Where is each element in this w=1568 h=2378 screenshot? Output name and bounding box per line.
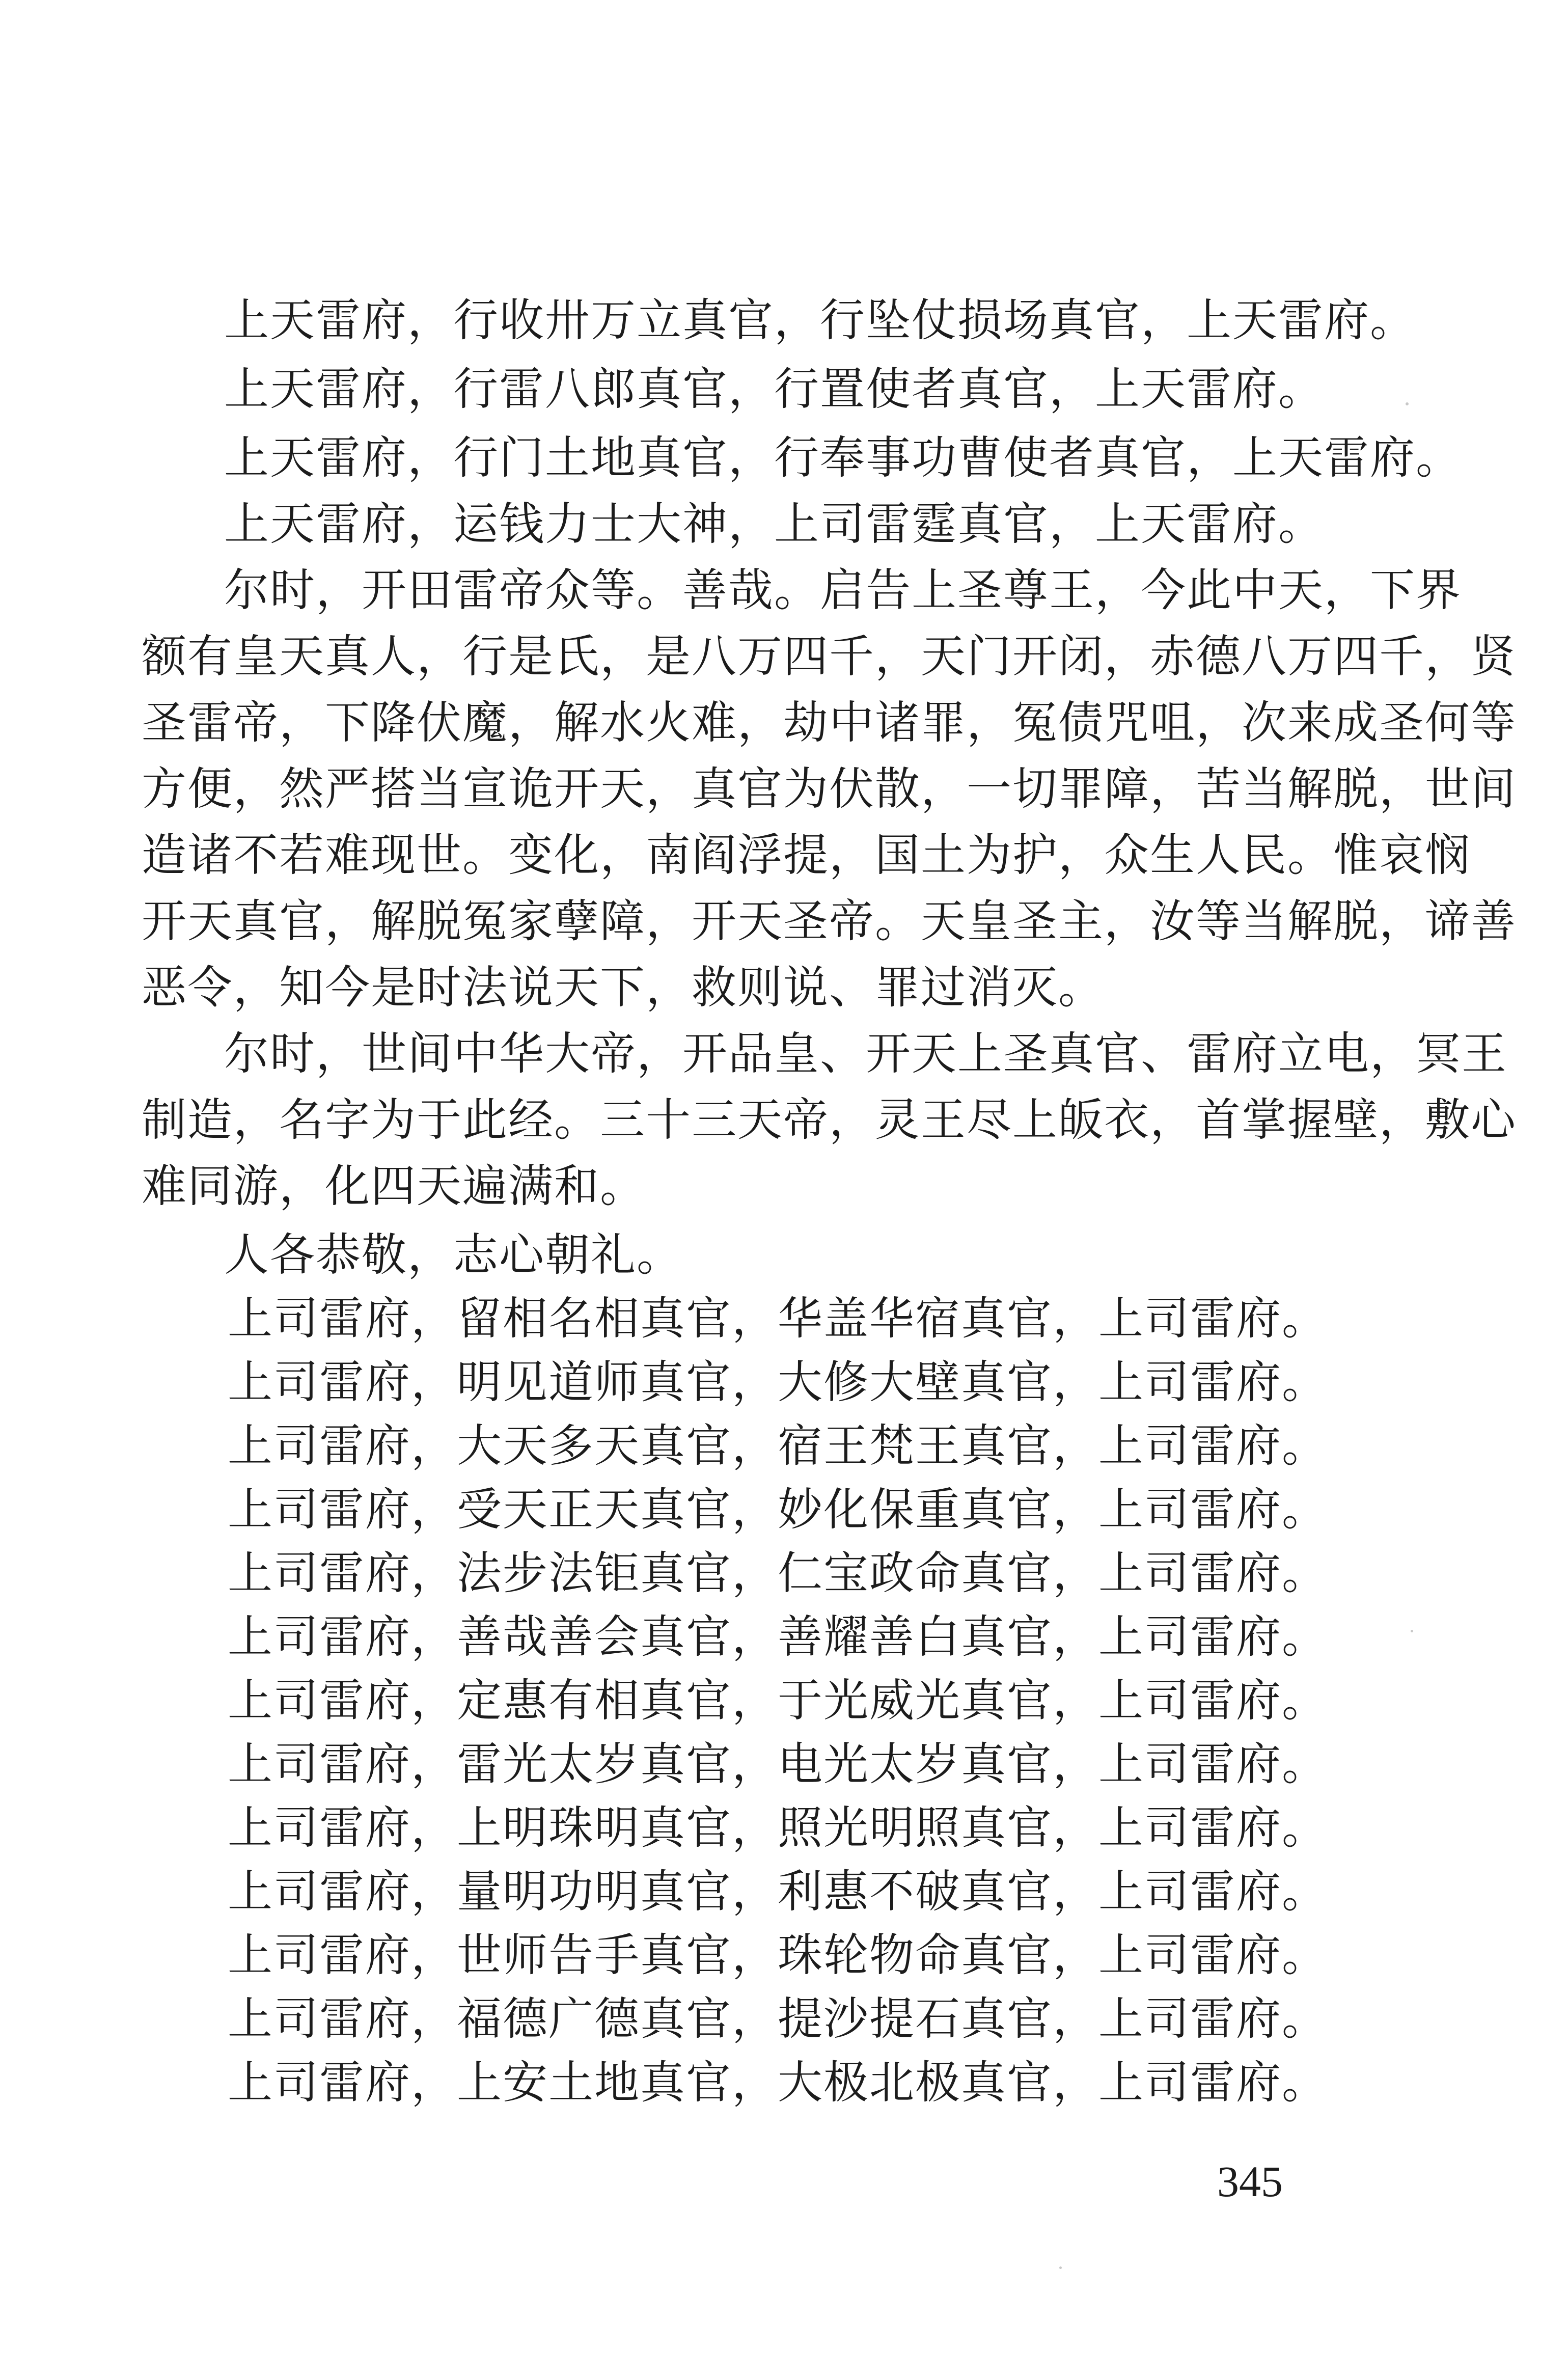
- text-line-19: 上司雷府，受天正天真官，妙化保重真官，上司雷府。: [228, 1483, 1328, 1536]
- text-line-7: 圣雷帝，下降伏魔，解水火难，劫中诸罪，冤债咒咀，次来成圣何等: [142, 696, 1517, 749]
- scan-speck: [1406, 402, 1409, 405]
- text-line-25: 上司雷府，量明功明真官，利惠不破真官，上司雷府。: [228, 1865, 1328, 1918]
- text-line-1: 上天雷府，行收卅万立真官，行坠仗损场真官，上天雷府。: [224, 294, 1416, 346]
- text-line-6: 额有皇天真人，行是氏，是八万四千，天门开闭，赤德八万四千，贤: [142, 630, 1517, 682]
- text-line-13: 制造，名字为于此经。三十三天帝，灵王尽上皈衣，首掌握壁，敷心: [142, 1094, 1517, 1146]
- text-line-21: 上司雷府，善哉善会真官，善耀善白真官，上司雷府。: [228, 1610, 1328, 1663]
- text-line-28: 上司雷府，上安土地真官，大极北极真官，上司雷府。: [228, 2056, 1328, 2109]
- text-line-14: 难同游，化四天遍满和。: [142, 1160, 646, 1212]
- text-line-4: 上天雷府，运钱力士大神，上司雷霆真官，上天雷府。: [224, 498, 1325, 550]
- text-line-16: 上司雷府，留相名相真官，华盖华宿真官，上司雷府。: [228, 1292, 1328, 1345]
- text-line-26: 上司雷府，世师告手真官，珠轮物命真官，上司雷府。: [228, 1929, 1328, 1981]
- text-line-22: 上司雷府，定惠有相真官，于光威光真官，上司雷府。: [228, 1674, 1328, 1727]
- text-line-8: 方便，然严搭当宣诡开天，真官为伏散，一切罪障，苦当解脱，世间: [142, 762, 1517, 815]
- text-line-18: 上司雷府，大天多天真官，宿王梵王真官，上司雷府。: [228, 1419, 1328, 1472]
- text-line-11: 恶令，知今是时法说天下，救则说、罪过消灭。: [142, 961, 1105, 1014]
- scan-speck: [1411, 1630, 1413, 1632]
- page-number: 345: [1217, 2157, 1283, 2206]
- scan-speck: [1059, 2266, 1062, 2269]
- text-line-23: 上司雷府，雷光太岁真官，电光太岁真官，上司雷府。: [228, 1738, 1328, 1790]
- text-line-24: 上司雷府，上明珠明真官，照光明照真官，上司雷府。: [228, 1801, 1328, 1854]
- text-line-5: 尔时，开田雷帝众等。善哉。启告上圣尊王，今此中天，下界: [224, 564, 1462, 616]
- text-line-15: 人各恭敬，志心朝礼。: [224, 1228, 683, 1281]
- text-line-2: 上天雷府，行雷八郎真官，行置使者真官，上天雷府。: [224, 363, 1325, 415]
- text-line-9: 造诸不若难现世。变化，南阎浮提，国土为护，众生人民。惟哀悯: [142, 829, 1471, 881]
- text-line-3: 上天雷府，行门土地真官，行奉事功曹使者真官，上天雷府。: [224, 431, 1462, 484]
- text-line-12: 尔时，世间中华大帝，开品皇、开天上圣真官、雷府立电，冥王: [224, 1027, 1508, 1080]
- text-line-27: 上司雷府，福德广德真官，提沙提石真官，上司雷府。: [228, 1992, 1328, 2045]
- text-line-10: 开天真官，解脱冤家孽障，开天圣帝。天皇圣主，汝等当解脱，谛善: [142, 895, 1517, 947]
- text-line-17: 上司雷府，明见道师真官，大修大壁真官，上司雷府。: [228, 1356, 1328, 1408]
- text-line-20: 上司雷府，法步法钜真官，仁宝政命真官，上司雷府。: [228, 1547, 1328, 1599]
